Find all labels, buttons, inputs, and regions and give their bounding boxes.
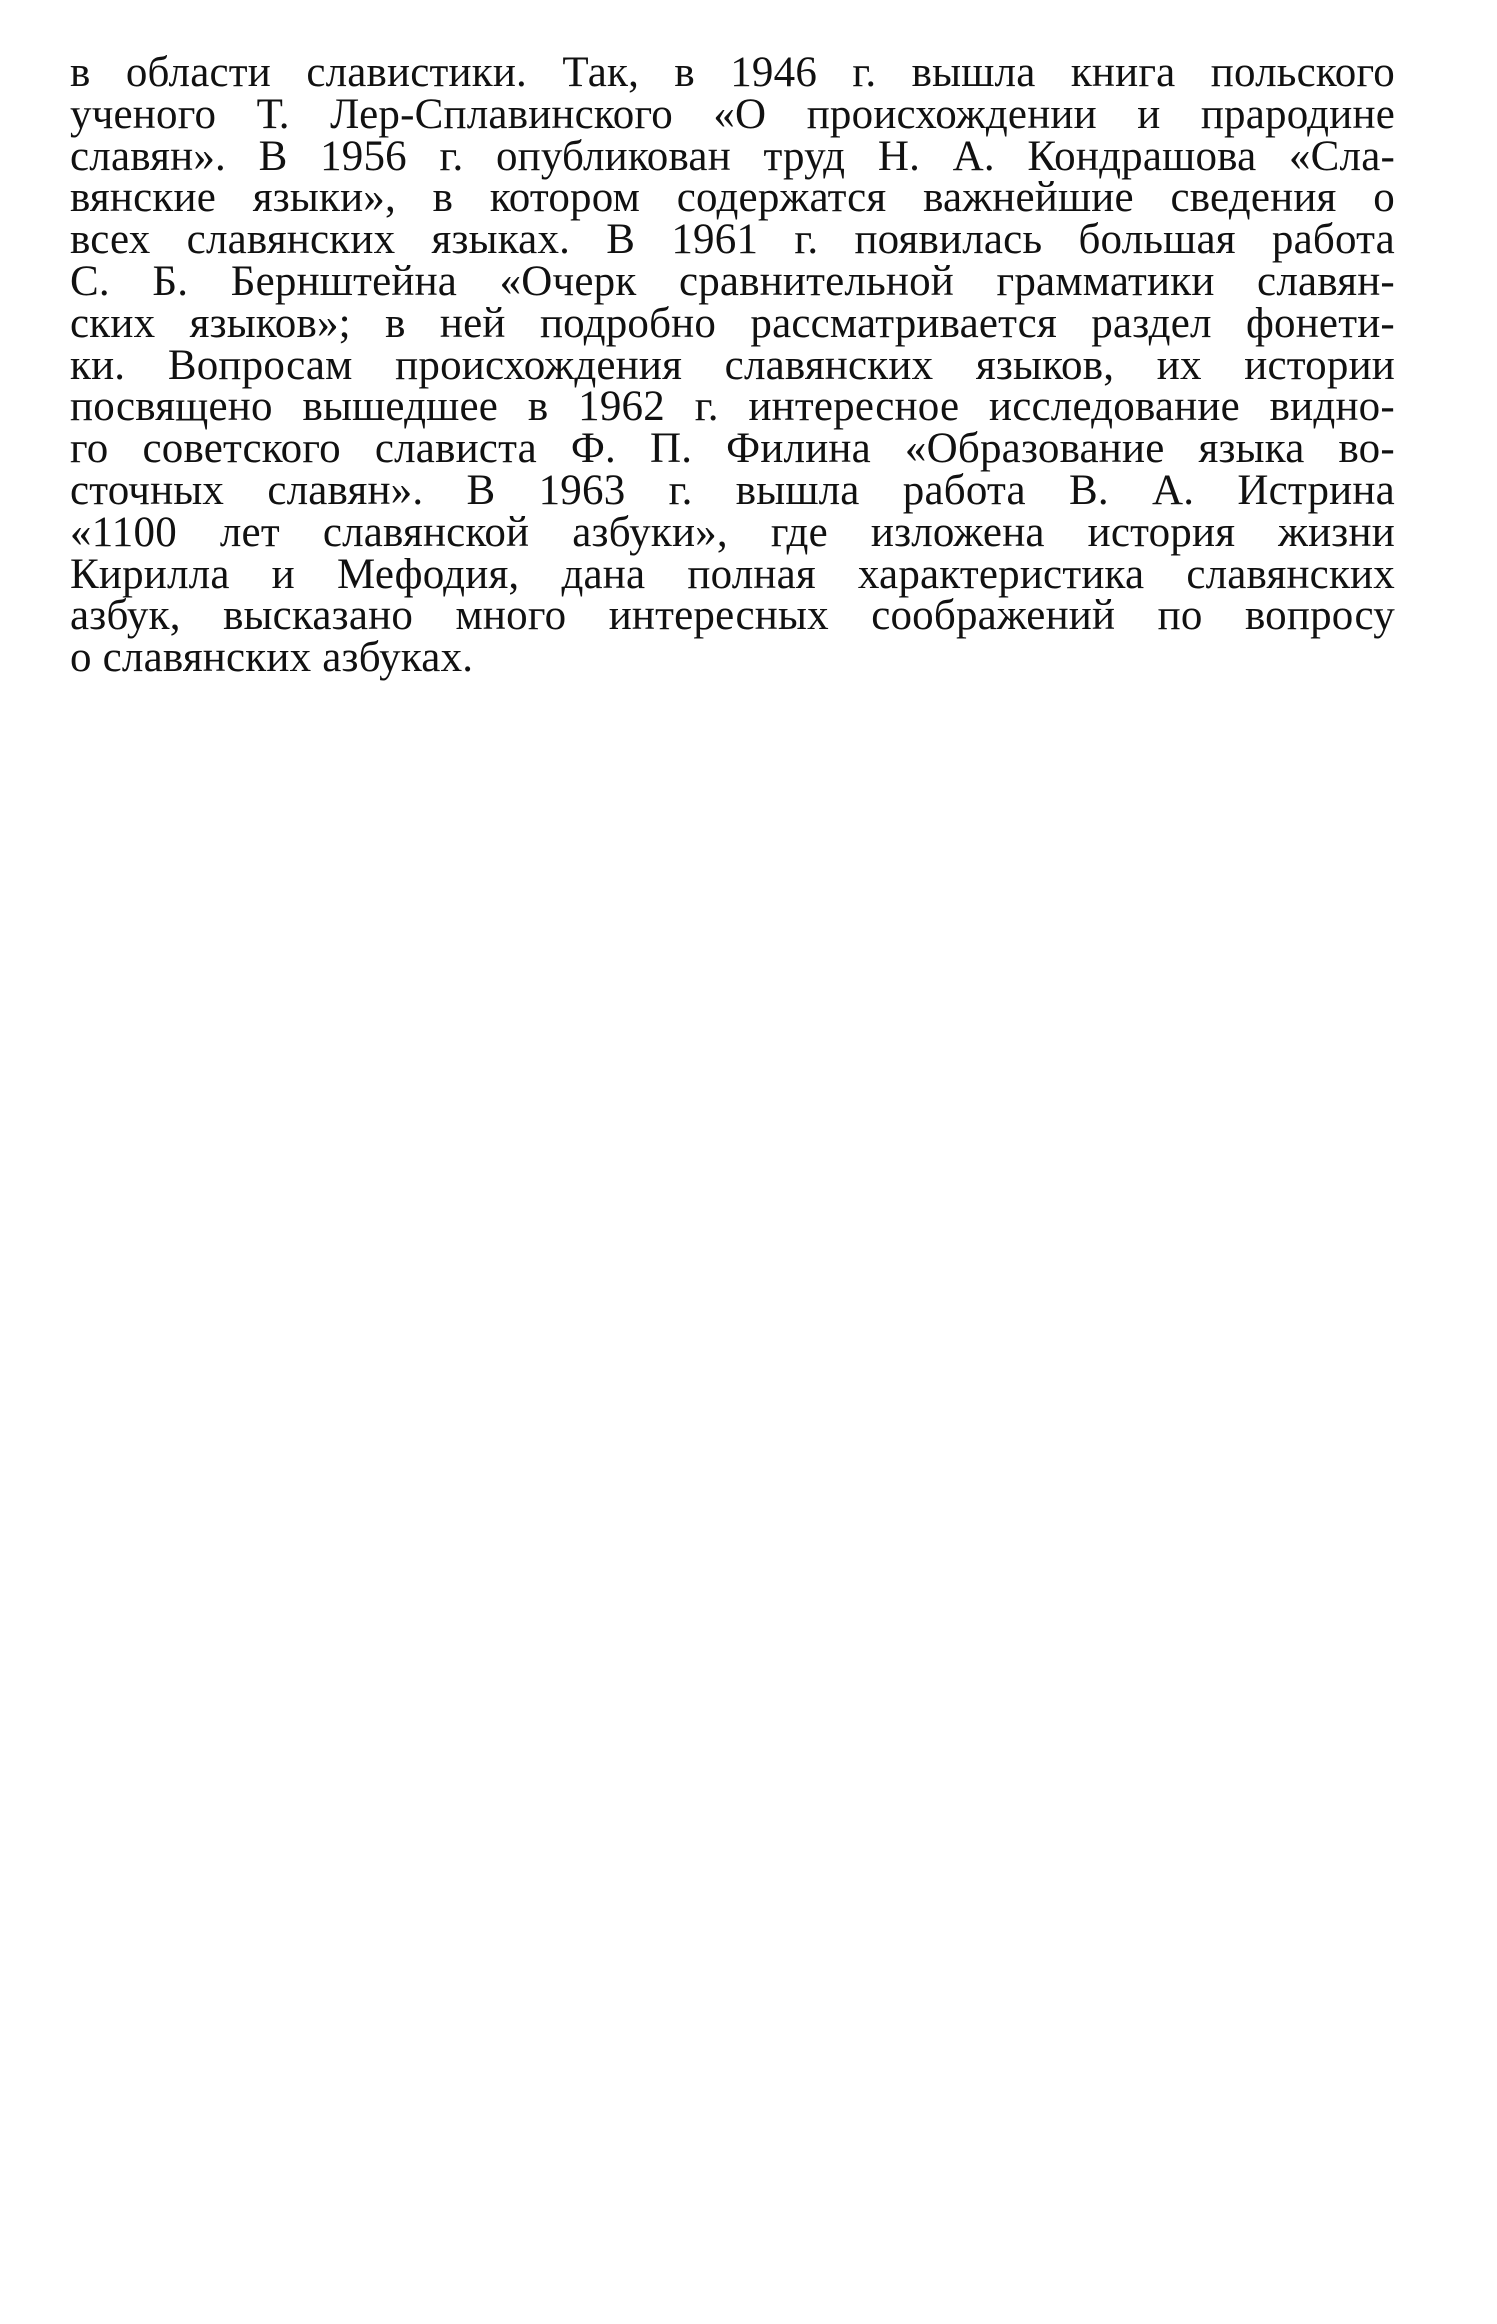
word: «1100: [70, 508, 177, 556]
text-line: [70, 383, 1395, 431]
word: в: [674, 49, 695, 96]
word: ских: [70, 299, 156, 347]
word: соображений: [871, 592, 1116, 640]
word: труд: [763, 132, 846, 180]
word: высказано: [223, 592, 414, 640]
word: азбук,: [70, 592, 181, 640]
word: ученого: [70, 90, 217, 138]
word: Бернштейна: [230, 257, 458, 305]
word: книга: [1070, 49, 1176, 96]
text-line: [70, 174, 1395, 222]
word: Так,: [562, 49, 640, 96]
word: г.: [694, 383, 719, 431]
word: в: [385, 299, 406, 347]
word: полная: [687, 550, 816, 598]
text-line: [70, 299, 1395, 347]
word: история: [1087, 508, 1236, 556]
word: в: [527, 383, 549, 431]
text-line: [70, 466, 1395, 514]
word: 1956: [320, 132, 407, 180]
word: котором: [489, 174, 641, 222]
text-line: [70, 341, 1395, 389]
word: В: [258, 132, 288, 180]
word: фонети-: [1245, 299, 1395, 347]
word: В.: [1068, 466, 1109, 514]
word: вышла: [735, 466, 860, 514]
word: славянских: [1186, 550, 1395, 598]
word: изложена: [870, 508, 1045, 556]
word: по: [1157, 592, 1203, 640]
word: в: [70, 49, 91, 96]
word: много: [455, 592, 567, 640]
word: П.: [649, 425, 693, 473]
word: сравнительной: [678, 257, 955, 305]
word: интересное: [748, 383, 960, 431]
word: Кирилла: [70, 550, 230, 598]
text-line: [70, 216, 1395, 264]
word: исследование: [989, 383, 1240, 431]
word: г.: [852, 49, 877, 96]
word: польского: [1210, 49, 1395, 96]
word: слависта: [374, 425, 537, 473]
word: Вопросам: [167, 341, 353, 389]
word: интересных: [608, 592, 829, 640]
word: языки»,: [252, 174, 396, 222]
word: 1963: [538, 466, 626, 514]
word: азбуки»,: [572, 508, 728, 556]
word: Ф.: [570, 425, 616, 473]
word: ней: [439, 299, 506, 347]
word: славянской: [322, 508, 530, 556]
word: работа: [1271, 216, 1395, 264]
word: рассматривается: [750, 299, 1057, 347]
word: В: [466, 466, 496, 514]
word: Истрина: [1237, 466, 1395, 514]
word: 1946: [730, 49, 818, 96]
word: славистики.: [306, 49, 527, 96]
word: работа: [902, 466, 1026, 514]
word: где: [770, 508, 828, 556]
word: славянских: [724, 341, 934, 389]
word: лет: [219, 508, 280, 556]
text-line-last: о славянских азбуках.: [70, 634, 474, 682]
word: жизни: [1278, 508, 1395, 556]
word: и: [271, 550, 295, 598]
word: о: [1373, 174, 1395, 222]
word: в: [432, 174, 454, 222]
word: г.: [668, 466, 693, 514]
word: «Сла-: [1288, 132, 1395, 180]
word: С.: [70, 257, 110, 305]
word: характеристика: [857, 550, 1145, 598]
word: славянских: [186, 216, 396, 264]
word: А.: [1152, 466, 1195, 514]
word: происхождении: [806, 90, 1097, 138]
word: В: [606, 216, 636, 264]
word: Т.: [256, 90, 290, 138]
word: языков»;: [189, 299, 351, 347]
word: во-: [1338, 425, 1395, 473]
text-line: [70, 592, 1395, 640]
word: Филина: [726, 425, 871, 473]
word: их: [1156, 341, 1202, 389]
word: Мефодия,: [336, 550, 520, 598]
word: г.: [439, 132, 464, 180]
word: прародине: [1200, 90, 1395, 138]
word: грамматики: [996, 257, 1215, 305]
word: 1961: [671, 216, 759, 264]
word: истории: [1244, 341, 1395, 389]
word: вянские: [70, 174, 217, 222]
word: языков,: [975, 341, 1115, 389]
word: и: [1137, 90, 1161, 138]
word: области: [125, 49, 271, 96]
word: сточных: [70, 466, 225, 514]
word: 1962: [578, 383, 665, 431]
word: «Очерк: [499, 257, 637, 305]
word: опубликован: [495, 132, 731, 180]
text-line: [70, 508, 1395, 556]
word: советского: [142, 425, 341, 473]
text-line: [70, 425, 1395, 473]
text-line: [70, 550, 1395, 598]
word: А.: [952, 132, 995, 180]
word: Б.: [152, 257, 189, 305]
word: Кондрашова: [1027, 132, 1257, 180]
word: языках.: [431, 216, 571, 264]
word: дана: [561, 550, 646, 598]
word: «Образование: [904, 425, 1165, 473]
word: вышла: [911, 49, 1036, 96]
word: славян».: [70, 132, 227, 180]
text-line: [70, 49, 1395, 96]
word: Лер-Сплавинского: [330, 90, 673, 138]
word: сведения: [1170, 174, 1337, 222]
word: вопросу: [1244, 592, 1395, 640]
word: славян-: [1257, 257, 1395, 305]
word: раздел: [1091, 299, 1212, 347]
word: Н.: [877, 132, 921, 180]
word: языка: [1198, 425, 1305, 473]
word: славян».: [267, 466, 424, 514]
word: «О: [713, 90, 767, 138]
word: ки.: [70, 341, 126, 389]
body-paragraph: [70, 49, 1395, 682]
word: важнейшие: [923, 174, 1134, 222]
word: го: [70, 425, 109, 473]
word: посвящено: [70, 383, 273, 431]
word: видно-: [1269, 383, 1395, 431]
text-line: [70, 257, 1395, 305]
word: всех: [70, 216, 151, 264]
word: происхождения: [395, 341, 683, 389]
word: большая: [1078, 216, 1236, 264]
word: подробно: [539, 299, 717, 347]
word: содержатся: [676, 174, 887, 222]
word: вышедшее: [302, 383, 499, 431]
text-line: [70, 90, 1395, 138]
word: появилась: [854, 216, 1043, 264]
text-line: [70, 132, 1395, 180]
word: г.: [794, 216, 819, 264]
